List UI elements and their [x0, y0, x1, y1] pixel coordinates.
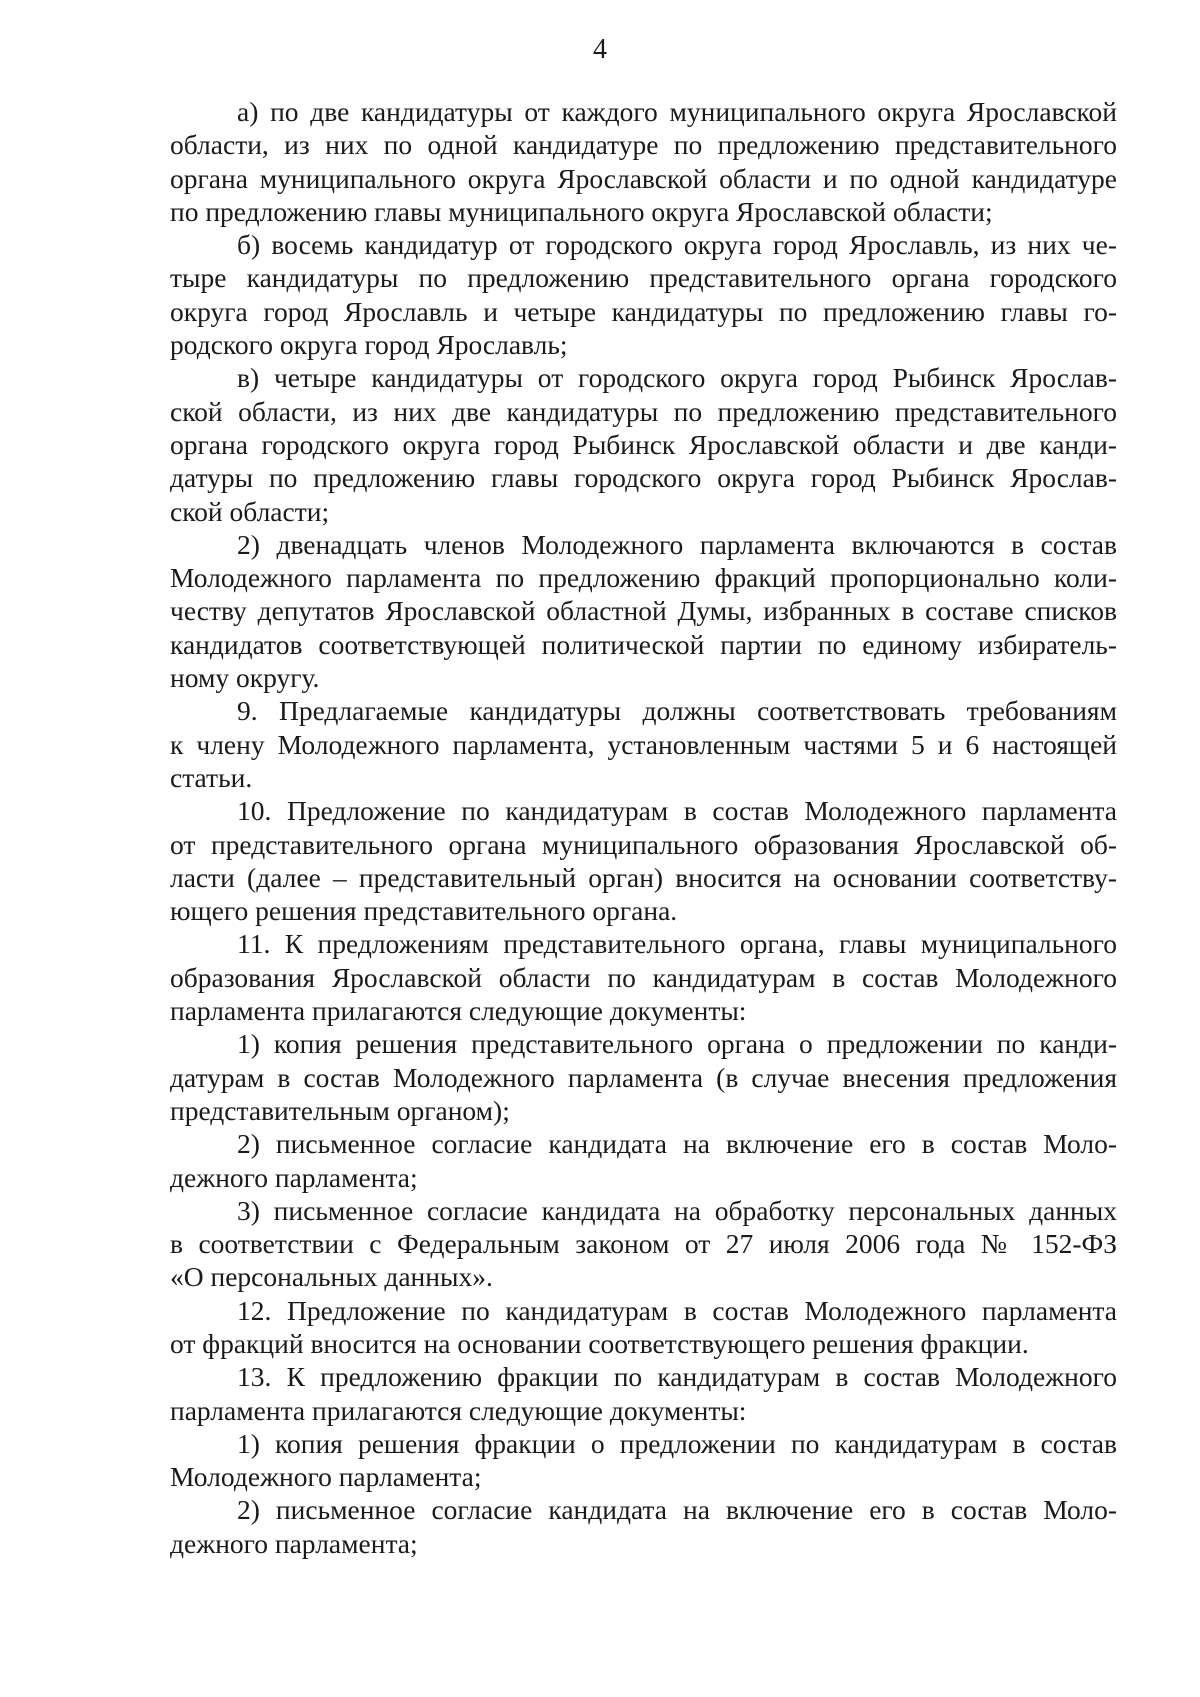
text-line: органа муниципального округа Ярославской области и по одной кандидатуре — [170, 162, 1117, 194]
text-line: дежного парламента; — [170, 1527, 418, 1559]
document-body — [170, 95, 1117, 1560]
paragraph — [170, 694, 1117, 794]
text-line: от представительного органа муниципального образования Ярославской об- — [170, 828, 1117, 860]
paragraph — [170, 1027, 1117, 1127]
paragraph — [170, 927, 1117, 1027]
text-line: кандидатов соответствующей политической партии по единому избиратель- — [170, 628, 1117, 660]
text-line: парламента прилагаются следующие документы: — [170, 995, 747, 1027]
paragraph — [170, 1493, 1117, 1560]
text-line: статьи. — [170, 761, 253, 793]
text-line: Молодежного парламента по предложению фракций пропорционально коли- — [170, 562, 1117, 594]
text-line: ской области; — [170, 495, 330, 527]
text-line: 1) копия решения фракции о предложении по кандидатурам в состав — [237, 1427, 1117, 1459]
paragraph — [170, 528, 1117, 694]
text-line: ской области, из них две кандидатуры по предложению представительного — [170, 395, 1117, 427]
text-line: 2) письменное согласие кандидата на включение его в состав Моло- — [237, 1494, 1117, 1526]
paragraph — [170, 361, 1117, 527]
text-line: честву депутатов Ярославской областной Думы, избранных в составе списков — [170, 595, 1117, 627]
text-line: 3) письменное согласие кандидата на обработку персональных данных — [237, 1194, 1117, 1226]
text-line: ласти (далее – представительный орган) вносится на основании соответству- — [170, 861, 1117, 893]
text-line: тыре кандидатуры по предложению представительного органа городского — [170, 262, 1117, 294]
text-line: по предложению главы муниципального округа Ярославской области; — [170, 195, 993, 227]
text-line: ющего решения представительного органа. — [170, 895, 678, 927]
text-line: органа городского округа город Рыбинск Ярославской области и две канди- — [170, 428, 1117, 460]
text-line: 1) копия решения представительного органа о предложении по канди- — [237, 1028, 1117, 1060]
text-line: округа город Ярославль и четыре кандидатуры по предложению главы го- — [170, 295, 1117, 327]
text-line: ному округу. — [170, 662, 320, 694]
text-line: образования Ярославской области по кандидатурам в состав Молодежного — [170, 961, 1117, 993]
text-line: области, из них по одной кандидатуре по предложению представительного — [170, 129, 1117, 161]
text-line: 11. К предложениям представительного органа, главы муниципального — [237, 928, 1117, 960]
text-line: датуры по предложению главы городского округа город Рыбинск Ярослав- — [170, 462, 1117, 494]
text-line: 12. Предложение по кандидатурам в состав Молодежного парламента — [237, 1294, 1117, 1326]
text-line: парламента прилагаются следующие документы: — [170, 1394, 747, 1426]
text-line: в соответствии с Федеральным законом от 27 июля 2006 года № 152-ФЗ — [170, 1228, 1117, 1260]
paragraph — [170, 1360, 1117, 1427]
paragraph — [170, 1194, 1117, 1294]
text-line: а) по две кандидатуры от каждого муниципального округа Ярославской — [237, 96, 1117, 127]
text-line: Молодежного парламента; — [170, 1461, 482, 1493]
text-line: в) четыре кандидатуры от городского округа город Рыбинск Ярослав- — [237, 362, 1117, 394]
text-line: представительным органом); — [170, 1094, 510, 1126]
paragraph — [170, 1294, 1117, 1361]
text-line: от фракций вносится на основании соответствующего решения фракции. — [170, 1327, 1029, 1359]
text-line: дежного парламента; — [170, 1161, 418, 1193]
paragraph — [170, 1427, 1117, 1494]
text-line: 13. К предложению фракции по кандидатурам в состав Молодежного — [237, 1361, 1117, 1393]
text-line: 10. Предложение по кандидатурам в состав Молодежного парламента — [237, 795, 1117, 827]
text-line: б) восемь кандидатур от городского округа город Ярославль, из них че- — [237, 229, 1117, 261]
paragraph — [170, 228, 1117, 361]
paragraph — [170, 95, 1117, 228]
text-line: родского округа город Ярославль; — [170, 329, 568, 361]
text-line: к члену Молодежного парламента, установленным частями 5 и 6 настоящей — [170, 728, 1117, 760]
text-line: 9. Предлагаемые кандидатуры должны соответствовать требованиям — [237, 695, 1117, 727]
text-line: 2) письменное согласие кандидата на включение его в состав Моло- — [237, 1128, 1117, 1160]
paragraph — [170, 1127, 1117, 1194]
text-line: 2) двенадцать членов Молодежного парламента включаются в состав — [237, 528, 1117, 560]
page-number: 4 — [593, 34, 607, 65]
text-line: датурам в состав Молодежного парламента (в случае внесения предложения — [170, 1061, 1117, 1093]
text-line: «О персональных данных». — [170, 1261, 493, 1293]
paragraph — [170, 794, 1117, 927]
